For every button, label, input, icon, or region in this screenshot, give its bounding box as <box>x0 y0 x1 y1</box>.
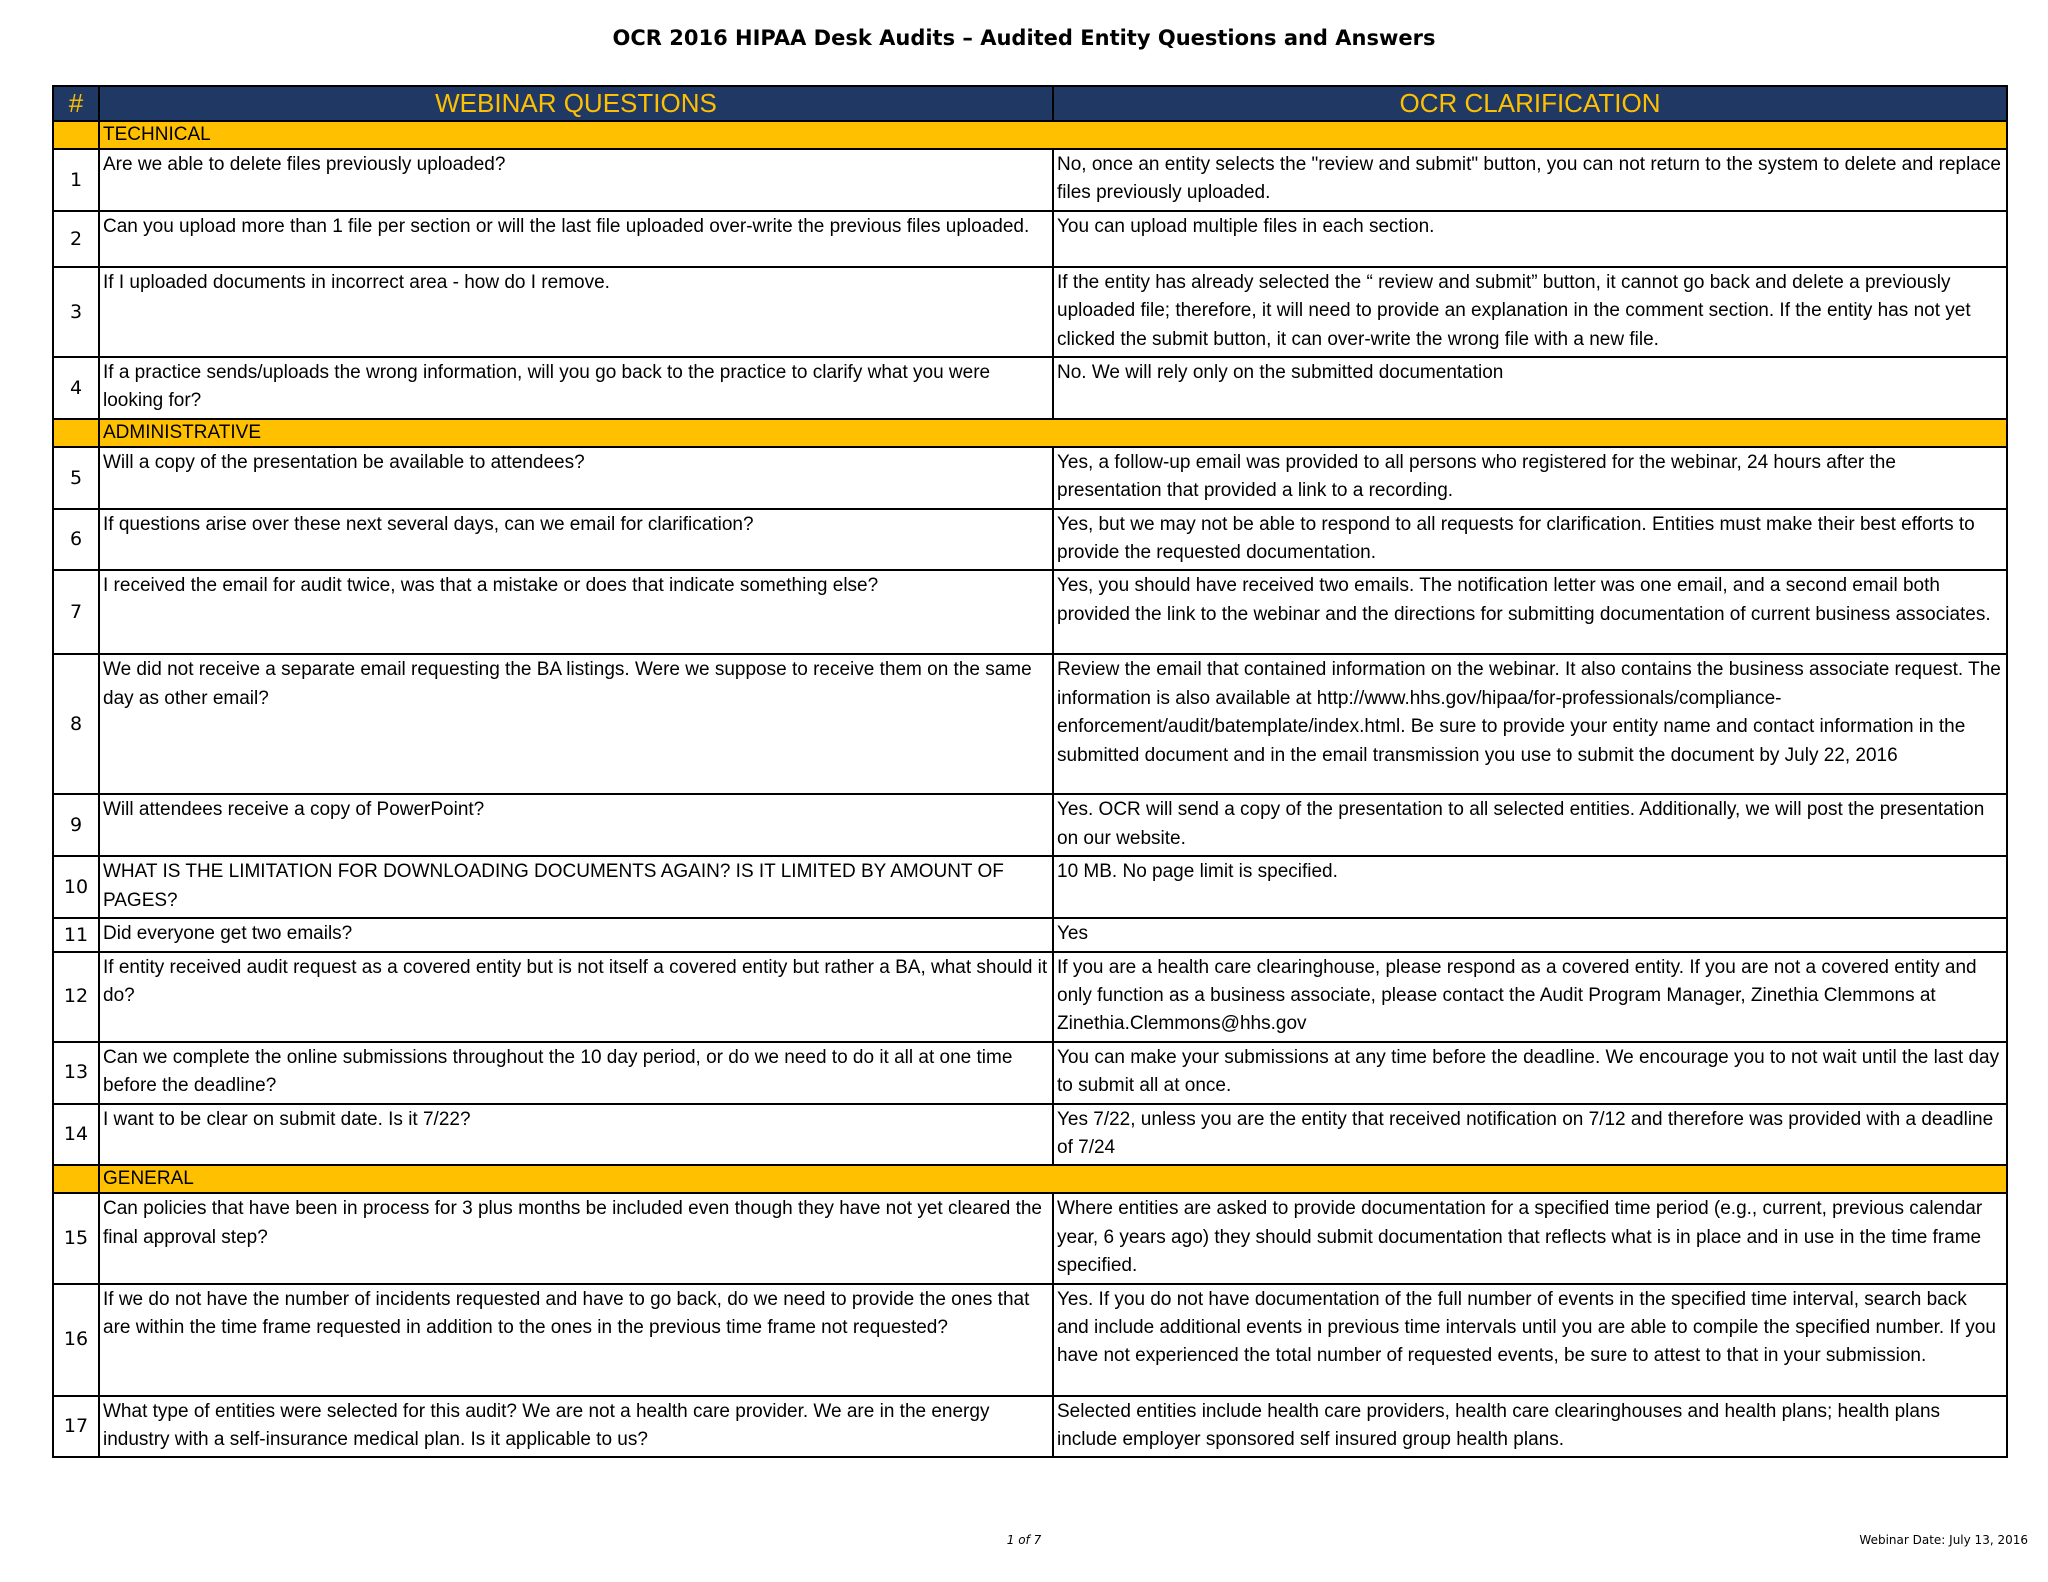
ocr-clarification: If you are a health care clearinghouse, please respond as a covered entity. If you are not a covered entity and only function as a business associate, please contact the Audit Program Manager, Zinethia Clemmons at Zinethia.Clemmons@hhs.gov <box>1053 952 2007 1042</box>
header-ocr-clarification: OCR CLARIFICATION <box>1053 86 2007 121</box>
ocr-clarification: Where entities are asked to provide documentation for a specified time period (e.g., current, previous calendar year, 6 years ago) they should submit documentation that reflects what is in place and in use in the time frame specified. <box>1053 1193 2007 1283</box>
webinar-question: If I uploaded documents in incorrect area - how do I remove. <box>99 267 1053 357</box>
ocr-clarification: Yes. OCR will send a copy of the presentation to all selected entities. Additionally, we will post the presentation on our website. <box>1053 794 2007 856</box>
qa-table-body <box>53 121 2007 1457</box>
webinar-question: I received the email for audit twice, was that a mistake or does that indicate something else? <box>99 570 1053 654</box>
page-number: 1 of 7 <box>1006 1533 1042 1547</box>
ocr-clarification: No. We will rely only on the submitted documentation <box>1053 357 2007 419</box>
table-row <box>53 447 2007 509</box>
row-number: 5 <box>53 447 99 509</box>
qa-table <box>52 85 2008 1458</box>
section-title: GENERAL <box>99 1165 2007 1193</box>
table-row <box>53 794 2007 856</box>
webinar-question: Did everyone get two emails? <box>99 918 1053 951</box>
row-number: 3 <box>53 267 99 357</box>
webinar-question: If we do not have the number of incidents requested and have to go back, do we need to provide the ones that are within the time frame requested in addition to the ones in the previous time frame not requested? <box>99 1284 1053 1396</box>
document-title: OCR 2016 HIPAA Desk Audits – Audited Entity Questions and Answers <box>612 26 1436 50</box>
webinar-question: Are we able to delete files previously uploaded? <box>99 149 1053 211</box>
table-row <box>53 1284 2007 1396</box>
ocr-clarification: No, once an entity selects the "review and submit" button, you can not return to the system to delete and replace files previously uploaded. <box>1053 149 2007 211</box>
row-number: 17 <box>53 1396 99 1458</box>
webinar-question: If questions arise over these next several days, can we email for clarification? <box>99 509 1053 571</box>
row-number: 4 <box>53 357 99 419</box>
table-row <box>53 570 2007 654</box>
webinar-question: Will attendees receive a copy of PowerPoint? <box>99 794 1053 856</box>
table-row <box>53 1042 2007 1104</box>
ocr-clarification: If the entity has already selected the “ review and submit” button, it cannot go back and delete a previously uploaded file; therefore, it will need to provide an explanation in the comment section. If the entity has not yet clicked the submit button, it can over-write the wrong file with a new file. <box>1053 267 2007 357</box>
row-number: 6 <box>53 509 99 571</box>
ocr-clarification: Selected entities include health care providers, health care clearinghouses and health plans; health plans include employer sponsored self insured group health plans. <box>1053 1396 2007 1458</box>
section-row-general <box>53 1165 2007 1193</box>
section-title: TECHNICAL <box>99 121 2007 149</box>
header-number: # <box>53 86 99 121</box>
ocr-clarification: Yes. If you do not have documentation of the full number of events in the specified time interval, search back and include additional events in previous time intervals until you are able to compile the specified number. If you have not experienced the total number of requested events, be sure to attest to that in your submission. <box>1053 1284 2007 1396</box>
ocr-clarification: Review the email that contained information on the webinar. It also contains the business associate request. The information is also available at http://www.hhs.gov/hipaa/for-professionals/compliance-enforcement/audit/batemplate/index.html. Be sure to provide your entity name and contact information in the submitted document and in the email transmission you use to submit the document by July 22, 2016 <box>1053 654 2007 794</box>
webinar-question: I want to be clear on submit date. Is it 7/22? <box>99 1104 1053 1166</box>
section-row-administrative <box>53 419 2007 447</box>
table-row <box>53 1104 2007 1166</box>
table-row <box>53 856 2007 918</box>
table-row <box>53 654 2007 794</box>
webinar-question: Can we complete the online submissions throughout the 10 day period, or do we need to do it all at one time before the deadline? <box>99 1042 1053 1104</box>
webinar-date: Webinar Date: July 13, 2016 <box>1859 1533 2028 1547</box>
row-number: 14 <box>53 1104 99 1166</box>
section-row-technical <box>53 121 2007 149</box>
section-number-cell <box>53 419 99 447</box>
webinar-question: What type of entities were selected for this audit? We are not a health care provider. We are in the energy industry with a self-insurance medical plan. Is it applicable to us? <box>99 1396 1053 1458</box>
table-row <box>53 952 2007 1042</box>
table-row <box>53 149 2007 211</box>
webinar-question: If entity received audit request as a covered entity but is not itself a covered entity but rather a BA, what should it do? <box>99 952 1053 1042</box>
webinar-question: Can you upload more than 1 file per section or will the last file uploaded over-write the previous files uploaded. <box>99 211 1053 267</box>
row-number: 12 <box>53 952 99 1042</box>
webinar-question: Will a copy of the presentation be available to attendees? <box>99 447 1053 509</box>
section-number-cell <box>53 1165 99 1193</box>
row-number: 15 <box>53 1193 99 1283</box>
webinar-question: Can policies that have been in process for 3 plus months be included even though they have not yet cleared the final approval step? <box>99 1193 1053 1283</box>
row-number: 13 <box>53 1042 99 1104</box>
row-number: 2 <box>53 211 99 267</box>
section-number-cell <box>53 121 99 149</box>
table-row <box>53 918 2007 951</box>
row-number: 9 <box>53 794 99 856</box>
ocr-clarification: Yes, but we may not be able to respond to all requests for clarification. Entities must make their best efforts to provide the requested documentation. <box>1053 509 2007 571</box>
row-number: 8 <box>53 654 99 794</box>
table-row <box>53 267 2007 357</box>
ocr-clarification: 10 MB. No page limit is specified. <box>1053 856 2007 918</box>
row-number: 10 <box>53 856 99 918</box>
ocr-clarification: You can upload multiple files in each section. <box>1053 211 2007 267</box>
row-number: 7 <box>53 570 99 654</box>
table-row <box>53 509 2007 571</box>
webinar-question: WHAT IS THE LIMITATION FOR DOWNLOADING DOCUMENTS AGAIN? IS IT LIMITED BY AMOUNT OF PAGES? <box>99 856 1053 918</box>
webinar-question: We did not receive a separate email requesting the BA listings. Were we suppose to receive them on the same day as other email? <box>99 654 1053 794</box>
table-row <box>53 1396 2007 1458</box>
row-number: 11 <box>53 918 99 951</box>
ocr-clarification: You can make your submissions at any time before the deadline. We encourage you to not wait until the last day to submit all at once. <box>1053 1042 2007 1104</box>
row-number: 1 <box>53 149 99 211</box>
ocr-clarification: Yes, a follow-up email was provided to all persons who registered for the webinar, 24 hours after the presentation that provided a link to a recording. <box>1053 447 2007 509</box>
table-row <box>53 1193 2007 1283</box>
table-row <box>53 357 2007 419</box>
ocr-clarification: Yes <box>1053 918 2007 951</box>
header-webinar-questions: WEBINAR QUESTIONS <box>99 86 1053 121</box>
table-header-row <box>53 86 2007 121</box>
section-title: ADMINISTRATIVE <box>99 419 2007 447</box>
row-number: 16 <box>53 1284 99 1396</box>
table-row <box>53 211 2007 267</box>
ocr-clarification: Yes 7/22, unless you are the entity that received notification on 7/12 and therefore was provided with a deadline of 7/24 <box>1053 1104 2007 1166</box>
ocr-clarification: Yes, you should have received two emails. The notification letter was one email, and a second email both provided the link to the webinar and the directions for submitting documentation of current business associates. <box>1053 570 2007 654</box>
webinar-question: If a practice sends/uploads the wrong information, will you go back to the practice to clarify what you were looking for? <box>99 357 1053 419</box>
